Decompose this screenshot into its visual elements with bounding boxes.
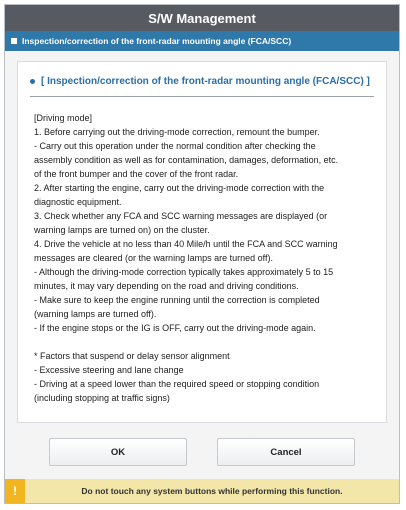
instruction-line: (including stopping at traffic signs) bbox=[34, 393, 170, 403]
instruction-line: - Make sure to keep the engine running until the correction is completed bbox=[34, 295, 320, 305]
instruction-line: [Driving mode] bbox=[34, 113, 93, 123]
instruction-line: - Carry out this operation under the normal condition after checking the bbox=[34, 141, 316, 151]
sw-management-dialog bbox=[4, 4, 400, 504]
instruction-line: 3. Check whether any FCA and SCC warning messages are displayed (or bbox=[34, 211, 328, 221]
instruction-line: warning lamps are turned on) on the cluster. bbox=[34, 225, 210, 235]
section-heading bbox=[30, 76, 386, 87]
heading-divider bbox=[30, 96, 374, 97]
instruction-line: 4. Drive the vehicle at no less than 40 Mile/h until the FCA and SCC warning bbox=[34, 239, 338, 249]
instruction-line bbox=[34, 335, 376, 349]
instruction-line: - Driving at a speed lower than the required speed or stopping condition bbox=[34, 379, 320, 389]
instruction-line: of the front bumper and the cover of the front radar. bbox=[34, 169, 239, 179]
instruction-line: minutes, it may vary depending on the road and driving conditions. bbox=[34, 281, 299, 291]
instruction-line: messages are cleared (or the warning lamps are turned off). bbox=[34, 253, 273, 263]
instruction-line: - Although the driving-mode correction typically takes approximately 5 to 15 bbox=[34, 267, 334, 277]
instruction-line: diagnostic equipment. bbox=[34, 197, 122, 207]
function-subtitle: Inspection/correction of the front-radar mounting angle (FCA/SCC) bbox=[22, 36, 292, 46]
warning-bar bbox=[5, 479, 399, 503]
instruction-line: 2. After starting the engine, carry out the driving-mode correction with the bbox=[34, 183, 325, 193]
warning-message: Do not touch any system buttons while performing this function. bbox=[81, 486, 343, 496]
warning-icon: ! bbox=[5, 479, 25, 503]
instruction-line: * Factors that suspend or delay sensor alignment bbox=[34, 351, 230, 361]
cancel-button[interactable]: Cancel bbox=[217, 438, 355, 466]
instruction-line: assembly condition as well as for contamination, damages, deformation, etc. bbox=[34, 155, 339, 165]
section-heading-text: [ Inspection/correction of the front-radar mounting angle (FCA/SCC) ] bbox=[41, 76, 370, 87]
button-row bbox=[49, 438, 355, 466]
window-title: S/W Management bbox=[5, 5, 399, 31]
ok-button[interactable]: OK bbox=[49, 438, 187, 466]
square-bullet-icon bbox=[11, 38, 17, 44]
instruction-panel[interactable] bbox=[17, 61, 387, 423]
instruction-line: - Excessive steering and lane change bbox=[34, 365, 184, 375]
function-subtitle-bar bbox=[5, 31, 399, 51]
instruction-line: (warning lamps are turned off). bbox=[34, 309, 157, 319]
instruction-line: 1. Before carrying out the driving-mode correction, remount the bumper. bbox=[34, 127, 320, 137]
instruction-text bbox=[34, 111, 376, 405]
bullet-icon bbox=[30, 79, 35, 84]
instruction-line: - If the engine stops or the IG is OFF, carry out the driving-mode again. bbox=[34, 323, 316, 333]
